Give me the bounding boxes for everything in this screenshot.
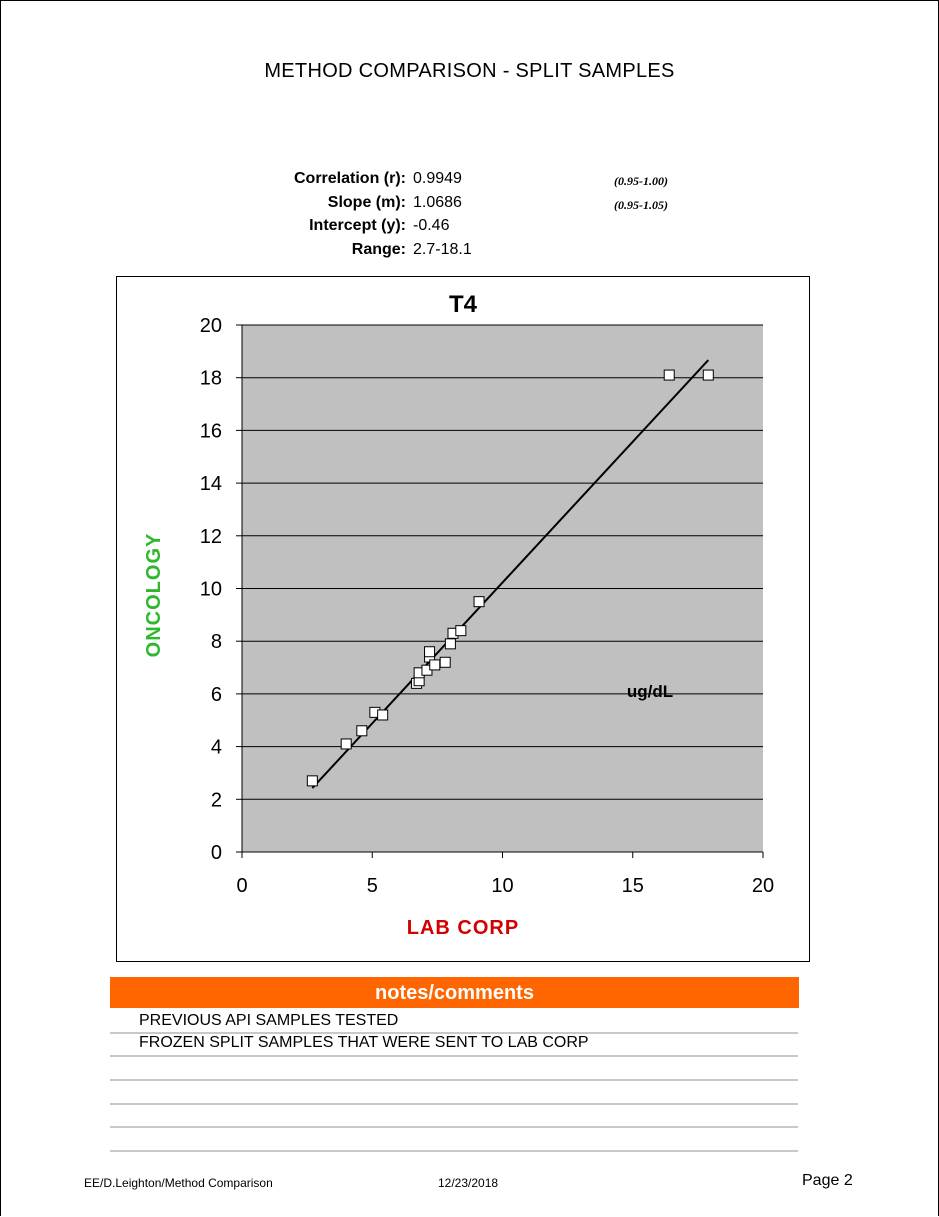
x-tick-label: 20 — [751, 875, 775, 897]
data-point — [456, 626, 466, 636]
stat-value: 0.9949 — [413, 170, 462, 187]
stat-acceptable-range: (0.95-1.00) — [614, 174, 668, 188]
footer-author: EE/D.Leighton/Method Comparison — [84, 1176, 273, 1190]
note-rule — [110, 1103, 798, 1105]
y-tick-labels — [200, 315, 222, 864]
data-point — [430, 660, 440, 670]
x-tick-labels — [236, 875, 774, 897]
stat-row-correlation — [0, 170, 939, 192]
stat-value: 2.7-18.1 — [413, 241, 472, 258]
stat-row-range — [0, 241, 939, 263]
y-axis-label: ONCOLOGY — [143, 532, 165, 658]
stat-acceptable-range: (0.95-1.05) — [614, 198, 668, 212]
y-tick-label: 20 — [199, 315, 222, 337]
x-tick-label: 15 — [621, 875, 644, 897]
y-tick-label: 16 — [199, 420, 222, 443]
y-tick-label: 18 — [199, 367, 222, 390]
note-rule — [110, 1055, 798, 1057]
footer-page-number: Page 2 — [802, 1172, 853, 1189]
footer-date: 12/23/2018 — [438, 1176, 499, 1190]
data-point — [474, 597, 484, 607]
y-tick-label: 0 — [210, 842, 222, 864]
note-line-2: FROZEN SPLIT SAMPLES THAT WERE SENT TO LAB CORP — [139, 1034, 589, 1051]
note-rule — [110, 1079, 798, 1081]
data-point — [440, 657, 450, 667]
stat-row-intercept — [0, 217, 939, 239]
x-tick-label: 10 — [491, 875, 514, 897]
data-point — [357, 726, 367, 736]
stat-row-slope — [0, 194, 939, 216]
scatter-chart — [117, 277, 809, 961]
notes-header: notes/comments — [110, 977, 799, 1008]
chart-frame — [116, 276, 810, 962]
data-point — [378, 710, 388, 720]
chart-title: T4 — [448, 291, 478, 318]
unit-annotation: ug/dL — [626, 682, 674, 701]
data-point — [425, 647, 435, 657]
data-point — [664, 370, 674, 380]
stat-label: Range: — [351, 241, 406, 258]
note-rule — [110, 1126, 798, 1128]
y-tick-label: 6 — [210, 683, 222, 706]
stat-label: Correlation (r): — [294, 170, 406, 187]
y-tick-label: 8 — [210, 631, 222, 654]
x-axis-label: LAB CORP — [406, 917, 520, 939]
data-point — [307, 776, 317, 786]
y-tick-label: 14 — [199, 473, 222, 496]
x-tick-label: 5 — [366, 875, 378, 897]
y-tick-label: 10 — [199, 578, 222, 601]
note-rule — [110, 1150, 798, 1152]
data-point — [341, 739, 351, 749]
stat-value: -0.46 — [413, 217, 450, 234]
y-tick-label: 12 — [199, 525, 222, 548]
stat-label: Intercept (y): — [309, 217, 406, 234]
note-line-1: PREVIOUS API SAMPLES TESTED — [139, 1012, 399, 1029]
data-point — [703, 370, 713, 380]
stat-label: Slope (m): — [327, 194, 406, 211]
x-tick-label: 0 — [236, 875, 248, 897]
stat-value: 1.0686 — [413, 194, 462, 211]
y-tick-label: 4 — [210, 736, 222, 759]
page-title: METHOD COMPARISON - SPLIT SAMPLES — [264, 60, 675, 82]
y-tick-label: 2 — [210, 789, 222, 812]
data-point — [445, 639, 455, 649]
